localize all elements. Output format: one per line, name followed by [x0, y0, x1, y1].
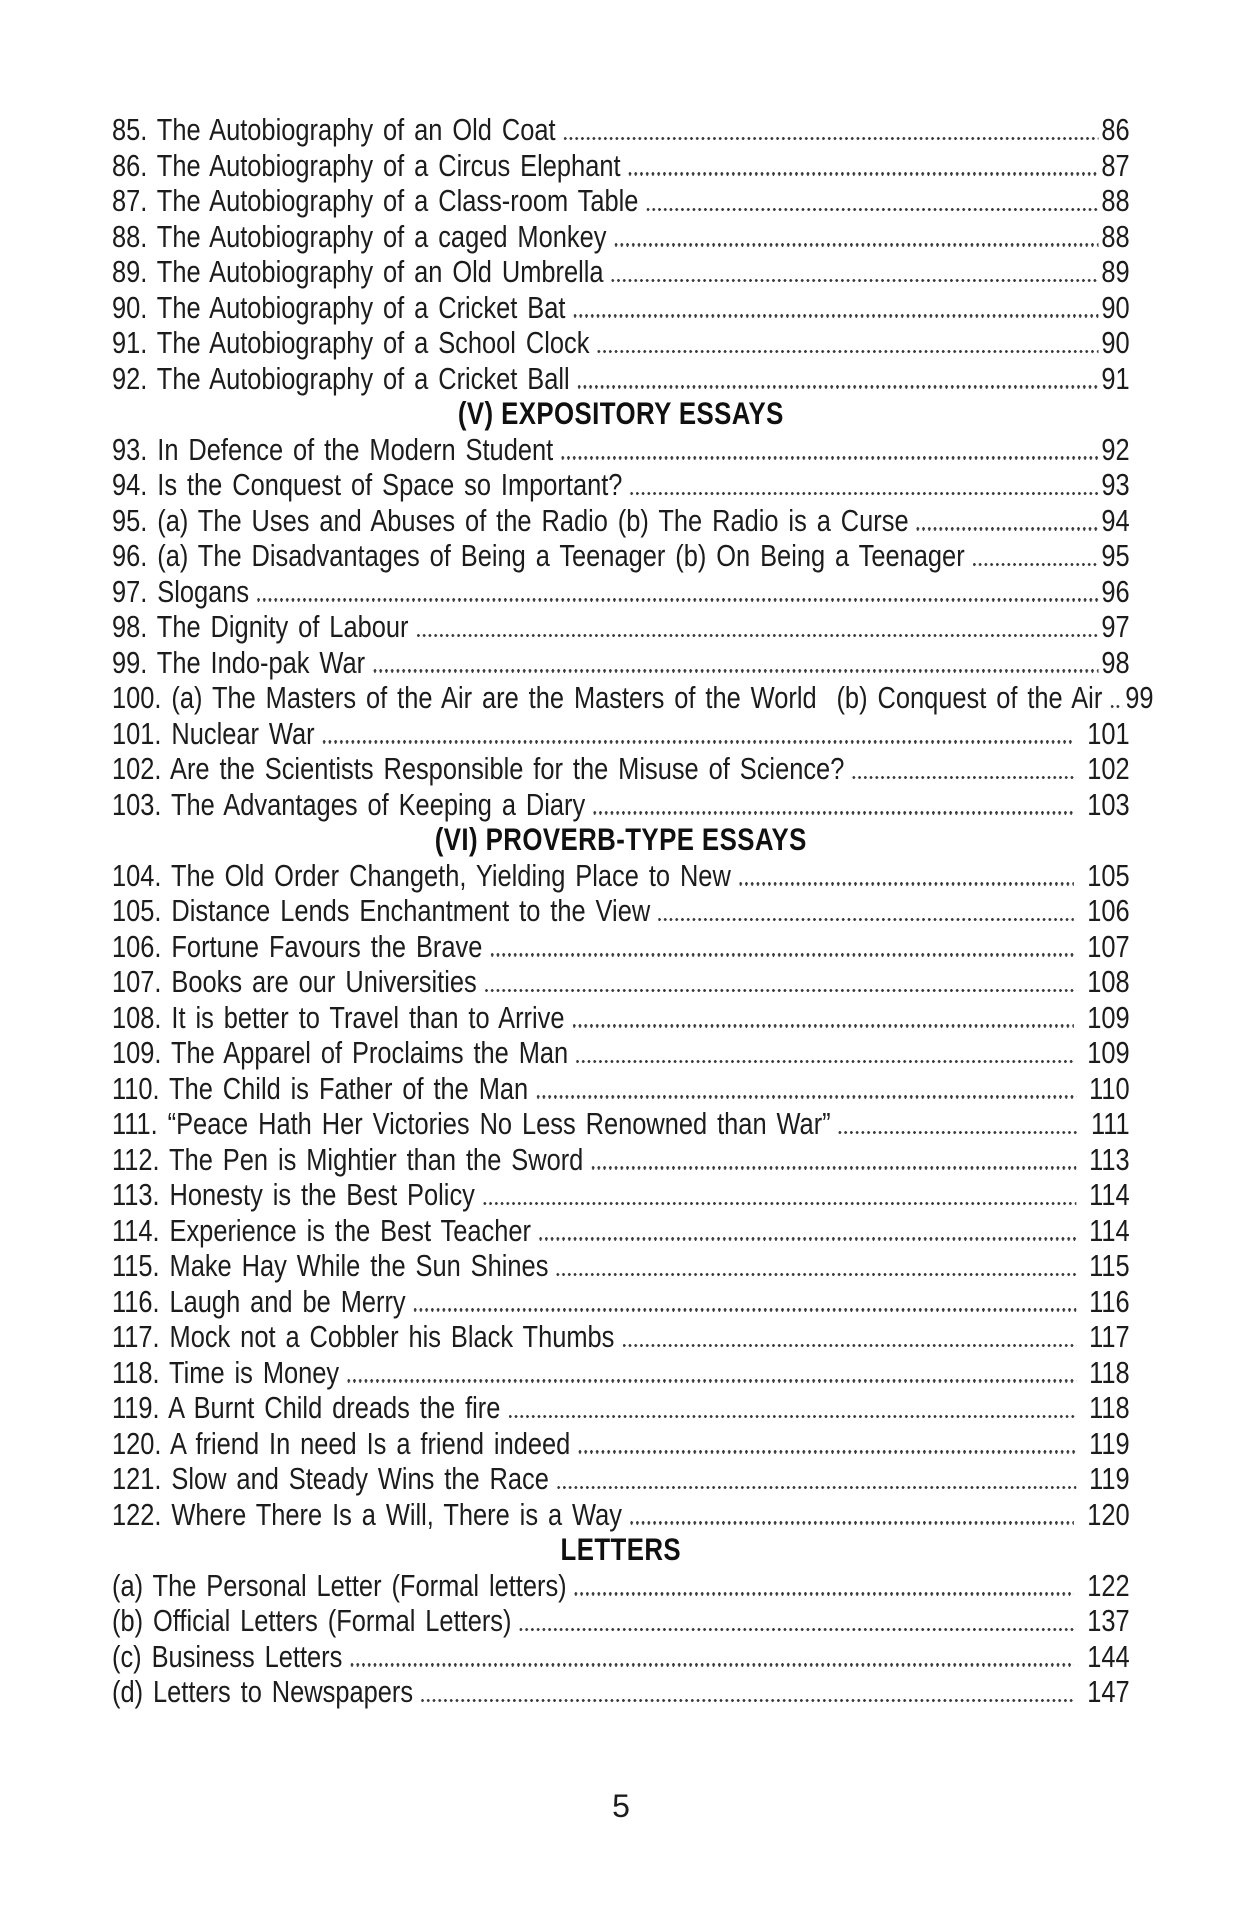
toc-entry-page: 118: [1089, 1390, 1130, 1425]
toc-entry: [112, 1426, 1130, 1462]
toc-entry-title: 119. A Burnt Child dreads the fire: [112, 1390, 501, 1425]
dotted-leader: [557, 1486, 1076, 1489]
toc-entry: [112, 183, 1130, 219]
dotted-leader: [575, 1592, 1074, 1595]
toc-entry: [112, 1390, 1130, 1426]
toc-entry: [112, 1639, 1130, 1675]
toc-entry-page: 117: [1089, 1319, 1130, 1354]
dotted-leader: [631, 492, 1098, 495]
toc-entry-title: 98. The Dignity of Labour: [112, 609, 409, 644]
toc-entry-title: 110. The Child is Father of the Man: [112, 1070, 529, 1106]
toc-entry-page: 96: [1101, 573, 1130, 609]
toc-entry: [112, 1213, 1130, 1249]
toc-entry-page: 99: [1125, 680, 1154, 715]
toc-entry: [112, 1603, 1130, 1639]
dotted-leader: [598, 350, 1098, 353]
toc-entry-page: 95: [1101, 538, 1130, 573]
dotted-leader: [536, 1095, 1076, 1098]
toc-entry: [112, 1248, 1130, 1284]
toc-entry-title: 111. “Peace Hath Her Victories No Less Renowned than War”: [112, 1106, 831, 1141]
toc-entry-page: 105: [1087, 857, 1130, 893]
dotted-leader: [483, 1202, 1076, 1205]
toc-entry: [112, 1355, 1130, 1391]
toc-entry-title: 115. Make Hay While the Sun Shines: [112, 1248, 549, 1283]
toc-entry: [112, 325, 1130, 361]
dotted-leader: [593, 811, 1074, 814]
dotted-leader: [592, 1166, 1076, 1169]
dotted-leader: [973, 563, 1098, 566]
toc-entry: [112, 467, 1130, 503]
toc-entry-title: 118. Time is Money: [112, 1354, 340, 1390]
dotted-leader: [578, 1450, 1076, 1453]
toc-entry-page: 137: [1087, 1603, 1130, 1638]
folio-page-number: 5: [612, 1788, 630, 1824]
toc-entry-page: 109: [1087, 1035, 1130, 1070]
toc-entry: [112, 893, 1130, 929]
toc-entry: [112, 680, 1154, 716]
toc-entry-title: 96. (a) The Disadvantages of Being a Teenager (b) On Being a Teenager: [112, 538, 965, 573]
toc-entry: [112, 609, 1130, 645]
toc-entry: [112, 1142, 1130, 1178]
toc-entry-page: 144: [1087, 1638, 1130, 1674]
toc-entry-title: 102. Are the Scientists Responsible for the Misuse of Science?: [112, 751, 845, 786]
toc-entry: [112, 112, 1130, 148]
dotted-leader: [853, 776, 1075, 779]
toc-entry: [112, 1035, 1130, 1071]
toc-entry-page: 92: [1101, 431, 1130, 467]
toc-entry-title: (d) Letters to Newspapers: [112, 1674, 414, 1709]
toc-entry-page: 87: [1101, 147, 1130, 183]
toc-entry-page: 98: [1101, 644, 1130, 680]
toc-entry-page: 103: [1087, 786, 1130, 822]
dotted-leader: [414, 1308, 1076, 1311]
toc-entry: [112, 290, 1130, 326]
toc-entry-title: 117. Mock not a Cobbler his Black Thumbs: [112, 1319, 615, 1354]
toc-entry-title: 91. The Autobiography of a School Clock: [112, 325, 590, 360]
toc-entry-page: 107: [1087, 928, 1130, 964]
toc-entry-page: 119: [1089, 1425, 1130, 1461]
toc-entry-title: 99. The Indo-pak War: [112, 644, 366, 680]
toc-entry: [112, 1568, 1130, 1604]
dotted-leader: [347, 1379, 1076, 1382]
toc-entry-page: 90: [1101, 325, 1130, 360]
dotted-leader: [917, 527, 1098, 530]
dotted-leader: [574, 314, 1098, 317]
toc-entry-page: 116: [1089, 1283, 1130, 1319]
toc-entry-page: 108: [1087, 964, 1130, 999]
toc-entry-title: 104. The Old Order Changeth, Yielding Place to New: [112, 857, 731, 893]
toc-entry: [112, 1319, 1130, 1355]
toc-entry-title: 103. The Advantages of Keeping a Diary: [112, 786, 586, 822]
toc-entry: [112, 574, 1130, 610]
toc-entry-page: 109: [1087, 999, 1130, 1035]
toc-entry: [112, 1106, 1130, 1142]
toc-entry-page: 111: [1090, 1106, 1130, 1141]
dotted-leader: [839, 1131, 1078, 1134]
dotted-leader: [615, 243, 1098, 246]
dotted-leader: [509, 1415, 1076, 1418]
toc-entry-page: 114: [1089, 1212, 1130, 1248]
toc-entry: [112, 432, 1130, 468]
dotted-leader: [623, 1344, 1076, 1347]
toc-entry-page: 122: [1087, 1567, 1130, 1603]
dotted-leader: [417, 634, 1098, 637]
toc-entry: [112, 219, 1130, 255]
toc-entry-page: 97: [1101, 609, 1130, 644]
toc-entry-page: 115: [1089, 1248, 1130, 1283]
toc-entry-title: (a) The Personal Letter (Formal letters): [112, 1567, 567, 1603]
toc-entry-title: 87. The Autobiography of a Class-room Table: [112, 183, 639, 218]
toc-entry-page: 110: [1089, 1070, 1130, 1106]
toc-entry: [112, 1461, 1130, 1497]
toc-entry-page: 88: [1101, 218, 1130, 254]
dotted-leader: [576, 1060, 1074, 1063]
dotted-leader: [629, 172, 1098, 175]
toc-entry: [112, 929, 1130, 965]
dotted-leader: [373, 669, 1098, 672]
dotted-leader: [564, 137, 1098, 140]
dotted-leader: [351, 1663, 1075, 1666]
toc-entry-title: 94. Is the Conquest of Space so Important?: [112, 467, 623, 502]
toc-entry-title: 90. The Autobiography of a Cricket Bat: [112, 289, 566, 325]
toc-entry: [112, 1497, 1130, 1533]
dotted-leader: [630, 1521, 1074, 1524]
toc-entry-title: (b) Official Letters (Formal Letters): [112, 1603, 512, 1638]
dotted-leader: [520, 1628, 1074, 1631]
toc-entry: [112, 1674, 1130, 1710]
dotted-leader: [485, 989, 1074, 992]
toc-entry-title: 85. The Autobiography of an Old Coat: [112, 112, 556, 147]
toc-entry: [112, 1177, 1130, 1213]
toc-entry: [112, 858, 1130, 894]
toc-entry-title: 107. Books are our Universities: [112, 964, 477, 999]
toc-entry-title: 109. The Apparel of Proclaims the Man: [112, 1035, 569, 1070]
dotted-leader: [578, 385, 1098, 388]
dotted-leader: [612, 279, 1098, 282]
toc-entry-page: 101: [1087, 715, 1130, 751]
dotted-leader: [491, 953, 1074, 956]
dotted-leader: [557, 1273, 1076, 1276]
toc-entry: [112, 716, 1130, 752]
toc-entry: [112, 503, 1130, 539]
dotted-leader: [573, 1024, 1074, 1027]
toc-entry: [112, 1284, 1130, 1320]
dotted-leader: [561, 456, 1098, 459]
toc-entry-title: 114. Experience is the Best Teacher: [112, 1212, 531, 1248]
toc: [112, 112, 1154, 1710]
dotted-leader: [658, 918, 1074, 921]
toc-entry-page: 102: [1087, 751, 1130, 786]
toc-entry: [112, 254, 1130, 290]
toc-entry: [112, 148, 1130, 184]
toc-entry: [112, 787, 1130, 823]
toc-entry-page: 113: [1089, 1141, 1130, 1177]
toc-entry-page: 106: [1087, 893, 1130, 928]
toc-entry-title: 121. Slow and Steady Wins the Race: [112, 1461, 549, 1496]
toc-entry: [112, 1071, 1130, 1107]
toc-entry-title: 88. The Autobiography of a caged Monkey: [112, 218, 607, 254]
toc-entry-title: 86. The Autobiography of a Circus Elephant: [112, 147, 621, 183]
toc-entry-title: 108. It is better to Travel than to Arrive: [112, 999, 565, 1035]
toc-entry-title: 95. (a) The Uses and Abuses of the Radio (b) The Radio is a Curse: [112, 502, 909, 538]
toc-entry: [112, 538, 1130, 574]
section-heading: (V) EXPOSITORY ESSAYS: [457, 395, 784, 431]
section-heading: LETTERS: [560, 1531, 682, 1567]
dotted-leader: [421, 1699, 1074, 1702]
toc-entry-page: 120: [1087, 1496, 1130, 1532]
toc-entry-title: 122. Where There Is a Will, There is a Way: [112, 1496, 622, 1532]
toc-entry-title: 105. Distance Lends Enchantment to the View: [112, 893, 651, 928]
toc-entry-page: 114: [1089, 1177, 1130, 1212]
dotted-leader: [647, 208, 1098, 211]
toc-entry-title: 101. Nuclear War: [112, 715, 315, 751]
toc-entry-page: 93: [1101, 467, 1130, 502]
section-heading: (VI) PROVERB-TYPE ESSAYS: [434, 821, 807, 857]
dotted-leader: [539, 1237, 1076, 1240]
toc-entry-page: 89: [1101, 254, 1130, 289]
toc-entry-title: 112. The Pen is Mightier than the Sword: [112, 1141, 584, 1177]
toc-entry-title: (c) Business Letters: [112, 1638, 343, 1674]
toc-entry-page: 147: [1087, 1674, 1130, 1709]
toc-entry-title: 97. Slogans: [112, 573, 250, 609]
toc-entry-title: 106. Fortune Favours the Brave: [112, 928, 483, 964]
dotted-leader: [1110, 705, 1121, 708]
toc-entry-title: 113. Honesty is the Best Policy: [112, 1177, 475, 1212]
toc-entry: [112, 751, 1130, 787]
toc-entry-title: 89. The Autobiography of an Old Umbrella: [112, 254, 604, 289]
toc-entry-title: 92. The Autobiography of a Cricket Ball: [112, 360, 570, 396]
toc-entry: [112, 1000, 1130, 1036]
toc-entry: [112, 964, 1130, 1000]
toc-entry: [112, 645, 1130, 681]
dotted-leader: [739, 882, 1074, 885]
toc-entry-page: 119: [1089, 1461, 1130, 1496]
dotted-leader: [257, 598, 1098, 601]
toc-entry-title: 120. A friend In need Is a friend indeed: [112, 1425, 571, 1461]
toc-entry-title: 100. (a) The Masters of the Air are the Masters of the World (b) Conquest of the Air: [112, 680, 1103, 715]
toc-entry-title: 93. In Defence of the Modern Student: [112, 431, 554, 467]
toc-entry-page: 118: [1089, 1354, 1130, 1390]
toc-entry: [112, 361, 1130, 397]
toc-entry-page: 94: [1101, 502, 1130, 538]
toc-entry-title: 116. Laugh and be Merry: [112, 1283, 406, 1319]
dotted-leader: [323, 740, 1074, 743]
toc-entry-page: 90: [1101, 289, 1130, 325]
toc-entry-page: 86: [1101, 112, 1130, 147]
toc-entry-page: 88: [1101, 183, 1130, 218]
toc-entry-page: 91: [1101, 360, 1130, 396]
